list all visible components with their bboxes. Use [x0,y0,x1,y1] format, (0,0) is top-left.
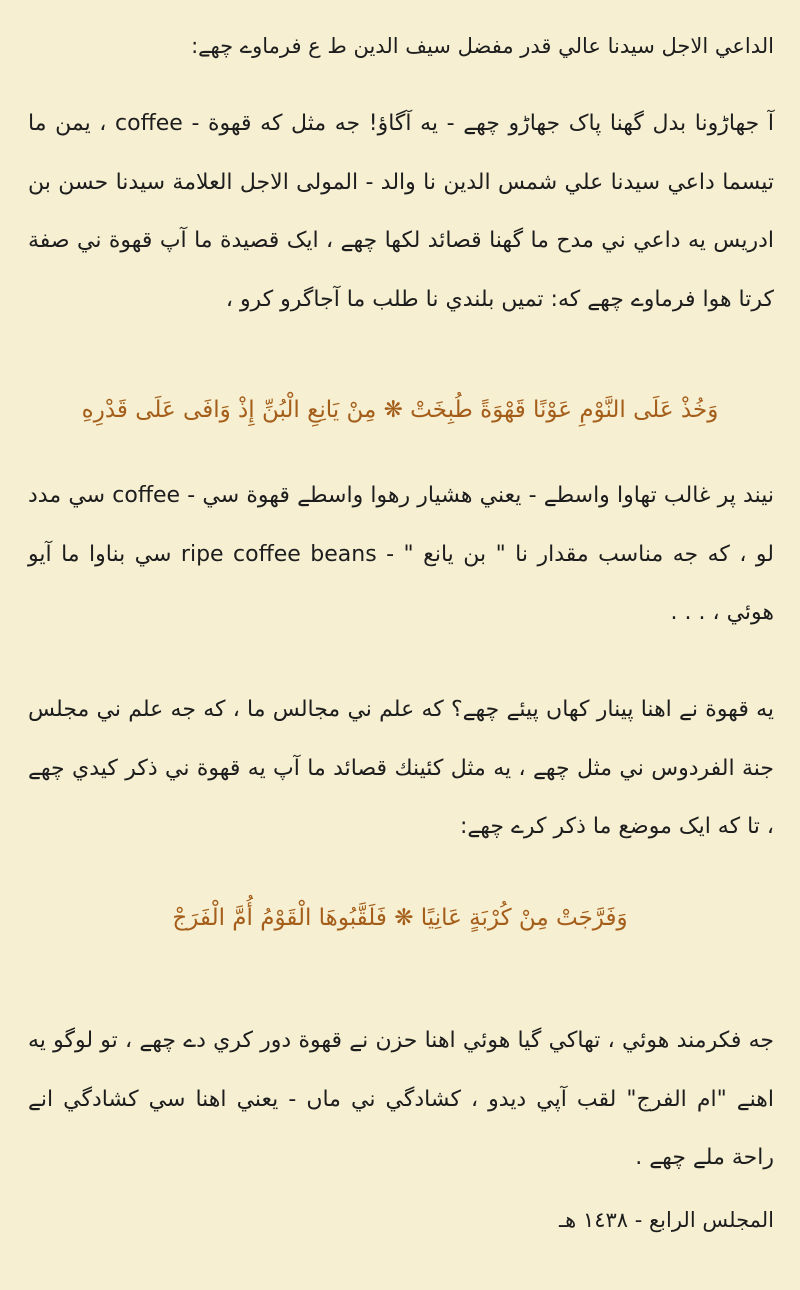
document-heading: الداعي الاجل سيدنا عالي قدر مفضل سيف الدين ط ع فرماوے چھے: [191,34,774,58]
paragraph-3: يه قهوة نے اهنا پينار كهاں پيئے چھے؟ كه علم ني مجالس ما ، كه جه علم ني مجلس جنة الفردوس ني مثل چھے ، يه مثل كئينك قصائد ما آپ يه قهوة ني ذكر كيدي چھے ، تا كه ايک موضع ما ذكر كرے چھے: [28,697,774,839]
document-footer: المجلس الرابع - ١٤٣٨ هـ [559,1208,774,1232]
paragraph-1: آ جهاڑونا بدل گهنا پاک جهاڑو چھے - يه آگاؤ! جه مثل كه قهوة - coffee ، يمن ما تيسما داعي سيدنا علي شمس الدين نا والد - المولى الاجل العلامة سيدنا حسن بن ادريس يه داعي ني مدح ما گهنا قصائد لكها چھے ، ايک قصيدة ما آپ قهوة ني صفة كرتا هوا فرماوے چھے كه: تميں بلندي نا طلب ما آجاگرو كرو ، [28,111,774,312]
verse-1: وَخُذْ عَلَى النَّوْمِ عَوْنًا قَهْوَةً طُبِخَتْ ❋ مِنْ يَانِعِ الْبُنِّ إِذْ وَافَى عَلَى قَدْرِهِ [81,397,719,423]
paragraph-2: نيند پر غالب تهاوا واسطے - يعني هشيار رهوا واسطے قهوة سي - coffee سي مدد لو ، كه جه مناسب مقدار نا " بن يانع " - ripe coffee beans سي بناوا ما آيو هوئي ، . . . [28,483,774,625]
paragraph-4: جه فكرمند هوئي ، تهاكي گيا هوئي اهنا حزن نے قهوة دور كري دے چھے ، تو لوگو يه اهنے "ام الفرج" لقب آپي ديدو ، كشادگي ني ماں - يعني اهنا سي كشادگي انے راحة ملے چھے . [28,1028,774,1170]
verse-2: وَفَرَّجَتْ مِنْ كُرْبَةٍ عَانِيًا ❋ فَلَقَّبُوهَا الْقَوْمُ أُمَّ الْفَرَجْ [172,905,628,931]
